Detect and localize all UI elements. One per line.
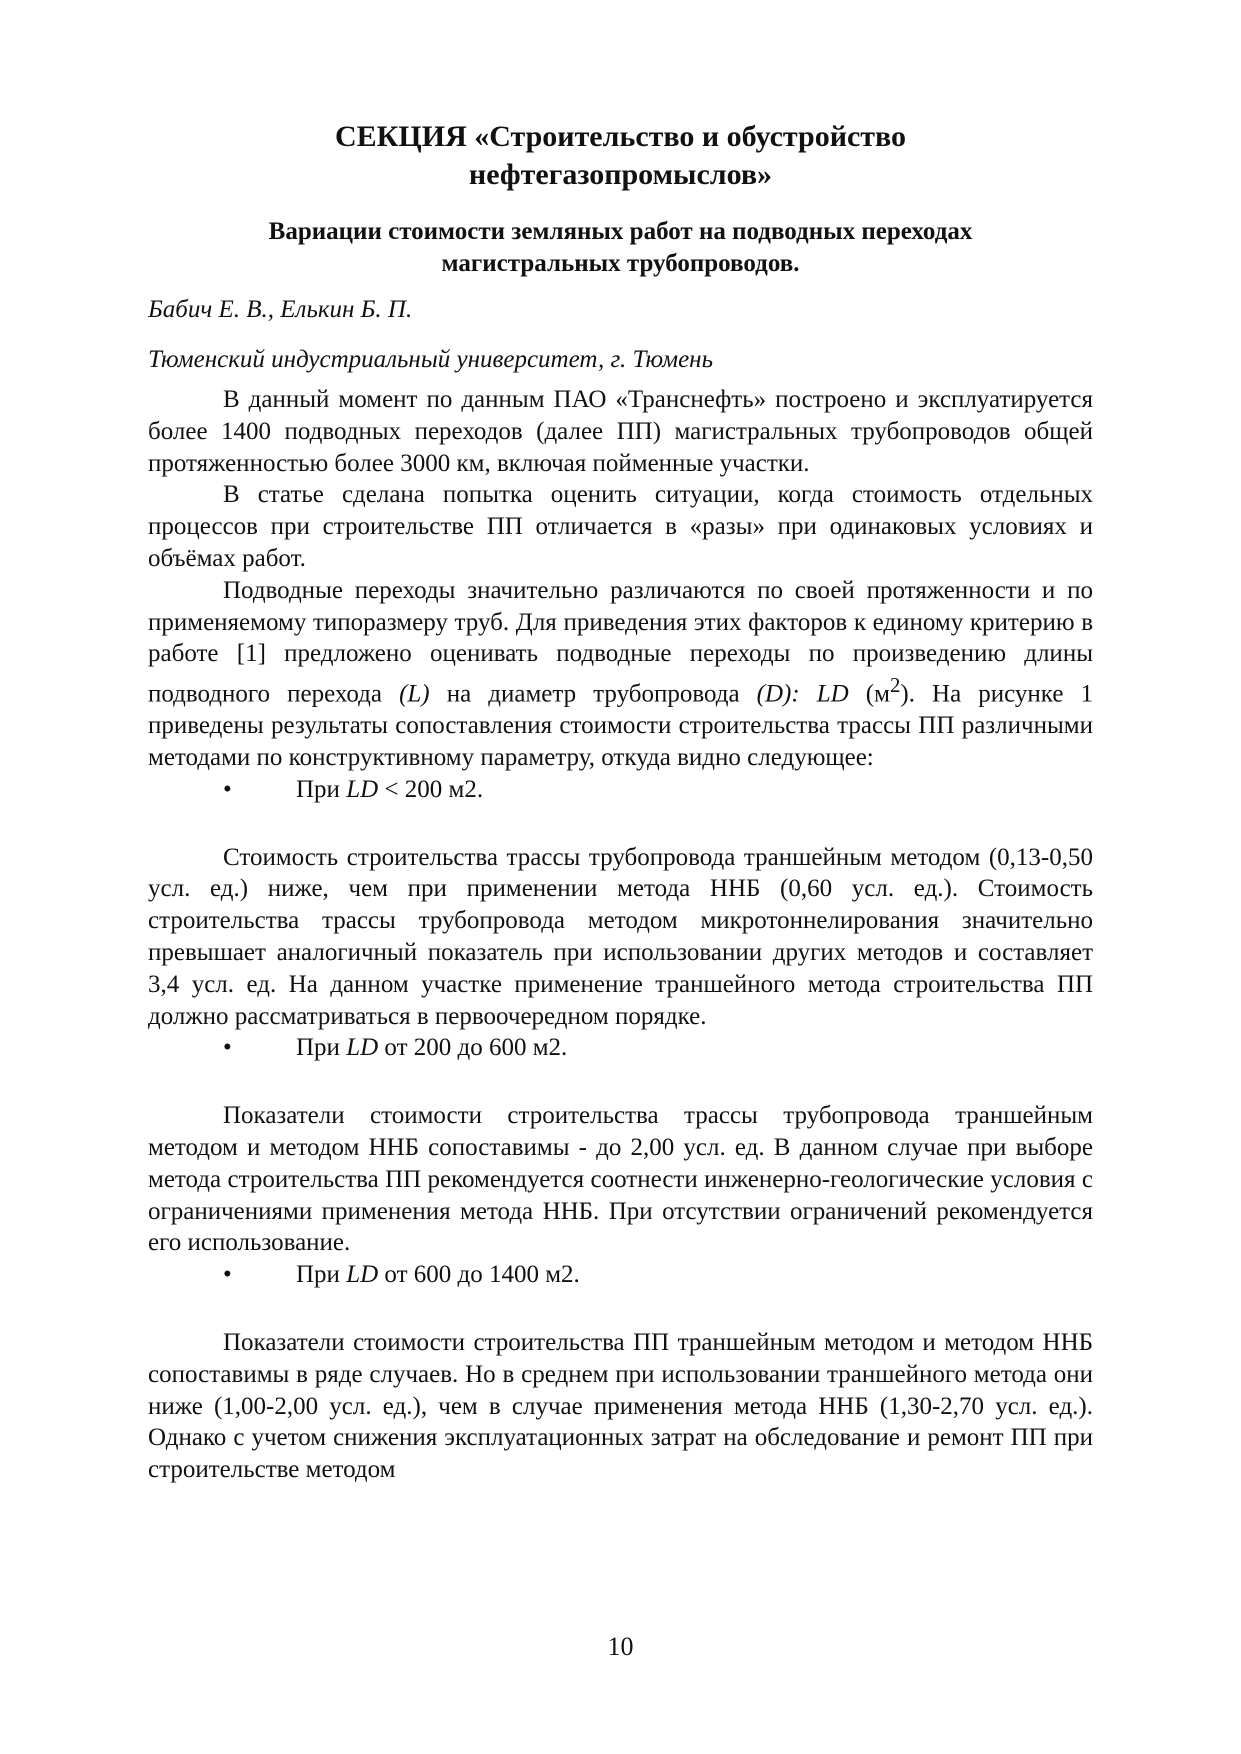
article-title-line1: Вариации стоимости земляных работ на подводных переходах: [268, 218, 973, 245]
paragraph-3: [148, 575, 1093, 774]
bullet-2-prefix: При: [296, 1034, 347, 1062]
bullet-1-var: LD: [346, 775, 379, 803]
article-title: [148, 216, 1093, 280]
unit-superscript: 2: [889, 673, 901, 698]
paragraph-3-mid: на диаметр трубопровода: [429, 680, 757, 708]
bullet-2: [148, 1032, 1093, 1064]
article-title-line2: магистральных трубопроводов.: [441, 250, 800, 277]
var-D-LD: (D): LD: [756, 680, 849, 708]
paragraph-3-end: ). На рисунке 1 приведены результаты сопоставления стоимости строительства трассы ПП различными методами по конструктивному параметру, откуда видно следующее:: [148, 680, 1093, 772]
var-L: (L): [399, 680, 430, 708]
paragraph-5: Показатели стоимости строительства трассы трубопровода траншейным методом и методом ННБ сопоставимы - до 2,00 усл. ед. В данном случае при выборе метода строительства ПП рекомендуется соотнести инженерно-геологические условия с ограничениями применения метода ННБ. При отсутствии ограничений рекомендуется его использование.: [148, 1102, 1093, 1257]
paragraph-4: Стоимость строительства трассы трубопровода траншейным методом (0,13-0,50 усл. ед.) ниже, чем при применении метода ННБ (0,60 усл. ед.). Стоимость строительства трассы трубопровода методом микротоннелирования значительно превышает аналогичный показатель при использовании других методов и составляет 3,4 усл. ед. На данном участке применение траншейного метода строительства ПП должно рассматриваться в первоочередном порядке.: [148, 843, 1093, 1030]
bullet-3-var: LD: [346, 1261, 379, 1289]
bullet-dot: •: [223, 775, 232, 803]
authors: Бабич Е. В., Елькин Б. П.: [148, 296, 413, 323]
bullet-dot: •: [223, 1034, 232, 1062]
bullet-2-var: LD: [346, 1034, 379, 1062]
page-number: 10: [607, 1632, 634, 1661]
bullet-3-prefix: При: [296, 1261, 347, 1289]
paragraph-2: В статье сделана попытка оценить ситуации, когда стоимость отдельных процессов при строительстве ПП отличается в «разы» при одинаковых условиях и объёмах работ.: [148, 481, 1093, 572]
bullet-2-suffix: от 200 до 600 м2.: [378, 1034, 568, 1062]
bullet-1-suffix: < 200 м2.: [378, 775, 484, 803]
bullet-1-prefix: При: [296, 775, 347, 803]
section-title-line2: нефтегазопромыслов»: [468, 158, 773, 191]
document-page: [148, 118, 1093, 1486]
bullet-3-suffix: от 600 до 1400 м2.: [378, 1261, 580, 1289]
paragraph-3-start: Подводные переходы значительно различаются по своей протяженности и по применяемому типоразмеру труб. Для приведения этих факторов к единому критерию в работе [1] предложено оценивать подводные переходы по произведению длины подводного перехода: [148, 576, 1093, 708]
affiliation: Тюменский индустриальный университет, г. Тюмень: [148, 346, 713, 373]
unit-m: (м: [848, 680, 890, 708]
bullet-3: [148, 1259, 1093, 1291]
bullet-1: [148, 774, 1093, 806]
section-title: [148, 118, 1093, 194]
paragraph-1: В данный момент по данным ПАО «Транснефть» построено и эксплуатируется более 1400 подводных переходов (далее ПП) магистральных трубопроводов общей протяженностью более 3000 км, включая пойменные участки.: [148, 386, 1093, 477]
paragraph-6: Показатели стоимости строительства ПП траншейным методом и методом ННБ сопоставимы в ряде случаев. Но в среднем при использовании траншейного метода они ниже (1,00-2,00 усл. ед.), чем в случае применения метода ННБ (1,30-2,70 усл. ед.). Однако с учетом снижения эксплуатационных затрат на обследование и ремонт ПП при строительстве методом: [148, 1329, 1093, 1484]
section-title-line1: СЕКЦИЯ «Строительство и обустройство: [334, 120, 907, 153]
bullet-dot: •: [223, 1261, 232, 1289]
